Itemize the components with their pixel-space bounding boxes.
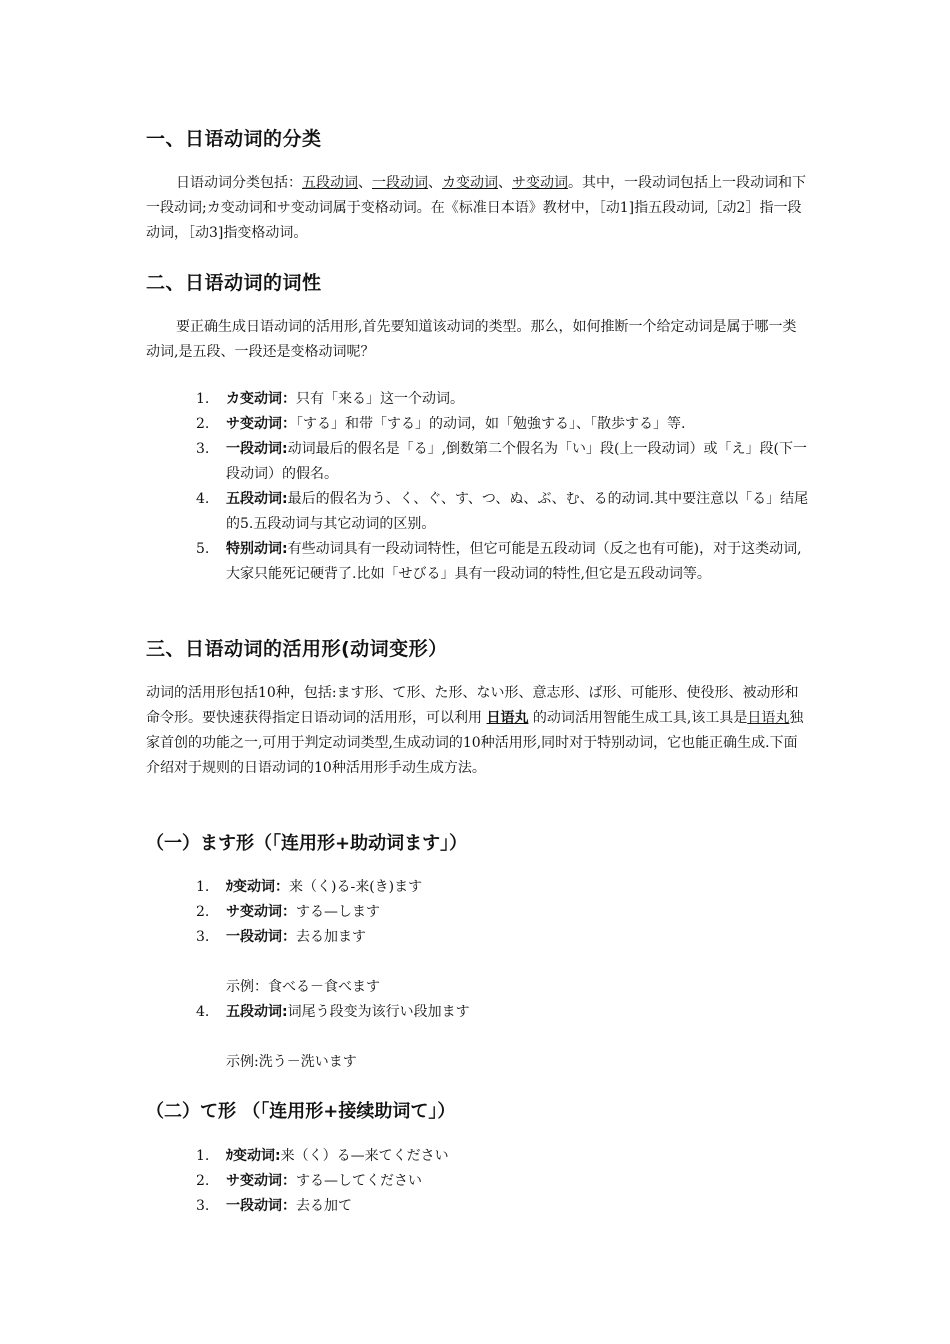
section-3-text-a: 动词的活用形包括10种，包括:ます形、て形、た形、ない形、意志形、ば形、可能形、使役形、被动形和命令形。要快速获得指定日语动词的活用形，可以利用 bbox=[146, 685, 799, 726]
list-item bbox=[146, 900, 810, 925]
list-number: 2. bbox=[196, 1173, 210, 1189]
list-item-label: 五段动词: bbox=[226, 491, 288, 507]
list-item-label: 一段动词: bbox=[226, 441, 288, 457]
list-number: 1. bbox=[196, 879, 210, 895]
list-item-text: 词尾う段变为该行い段加ます bbox=[287, 1004, 470, 1020]
list-number: 2. bbox=[196, 416, 210, 432]
list-number: 4. bbox=[196, 1004, 210, 1020]
list-item-label: ｶ变动词: bbox=[226, 1148, 281, 1164]
section-1-paragraph bbox=[146, 171, 808, 246]
subsection-te-heading: （二）て形 （「连用形+接续助词て」） bbox=[146, 1101, 456, 1122]
list-item-text: する—してください bbox=[296, 1173, 422, 1189]
link-godan-verb[interactable]: 五段动词 bbox=[302, 175, 358, 191]
list-number: 3. bbox=[196, 441, 210, 457]
list-item-label: 一段动词： bbox=[226, 929, 296, 945]
section-3-text-b: 的动词活用智能生成工具,该工具是 bbox=[528, 710, 748, 726]
link-ka-irregular-verb[interactable]: カ变动词 bbox=[442, 175, 498, 191]
section-1-heading: 一、日语动词的分类 bbox=[146, 128, 322, 150]
list-item bbox=[146, 875, 810, 900]
list-item-label: サ变动词： bbox=[226, 904, 296, 920]
list-item-text: 只有「来る」这一个动词。 bbox=[296, 391, 464, 407]
list-item-label: サ变动词： bbox=[226, 416, 296, 432]
link-sa-irregular-verb[interactable]: サ变动词 bbox=[512, 175, 568, 191]
list-item bbox=[146, 1194, 810, 1219]
list-item-label: ｶ变动词： bbox=[226, 879, 289, 895]
section-2-heading: 二、日语动词的词性 bbox=[146, 272, 322, 294]
separator: 、 bbox=[428, 175, 442, 191]
te-form-list bbox=[146, 1144, 810, 1219]
section-3-text-c: 独家首创的功能之一,可用于判定动词类型,生成动词的10种活用形,同时对于特别动词，它也能正确生成.下面介绍对于规则的日语动词的10种活用形手动生成方法。 bbox=[146, 710, 804, 776]
list-item-text: 动词最后的假名是「る」,倒数第二个假名为「い」段(上一段动词）或「え」段(下一段动词）的假名。 bbox=[226, 441, 807, 482]
link-riyuwan[interactable]: 日语丸 bbox=[747, 710, 790, 726]
list-item-text: 最后的假名为う、く、ぐ、す、つ、ぬ、ぶ、む、る的动词.其中要注意以「る」结尾的5.五段动词与其它动词的区别。 bbox=[226, 491, 809, 532]
list-item-label: カ变动词： bbox=[226, 391, 296, 407]
section-3-heading: 三、日语动词的活用形(动词变形） bbox=[146, 638, 448, 660]
list-item bbox=[146, 412, 810, 437]
verb-type-list bbox=[146, 387, 810, 587]
list-number: 2. bbox=[196, 904, 210, 920]
section-1-body: 。其中，一段动词包括上一段动词和下一段动词;カ变动词和サ变动词属于变格动词。在《标准日本语》教材中，［动1]指五段动词,［动2］指一段动词，［动3]指变格动词。 bbox=[146, 175, 806, 241]
list-item-text: 「する」和带「する」的动词，如「勉強する」、「散歩する」等. bbox=[296, 416, 686, 432]
list-item-label: 一段动词： bbox=[226, 1198, 296, 1214]
list-item bbox=[146, 925, 810, 950]
list-item-text: 来（く)る-来(き)ます bbox=[289, 879, 423, 895]
list-number: 4. bbox=[196, 491, 210, 507]
list-item-label: 五段动词: bbox=[226, 1004, 288, 1020]
list-item bbox=[146, 537, 810, 587]
example-ichidan: 示例：食べる－食べます bbox=[226, 979, 380, 995]
list-item-text: 去る加ます bbox=[296, 929, 366, 945]
example-godan: 示例:洗う－洗います bbox=[226, 1054, 357, 1070]
list-item-label: 特别动词: bbox=[226, 541, 288, 557]
separator: 、 bbox=[498, 175, 512, 191]
list-item-text: 去る加て bbox=[296, 1198, 352, 1214]
list-number: 1. bbox=[196, 391, 210, 407]
list-item bbox=[146, 487, 810, 537]
section-2-paragraph: 要正确生成日语动词的活用形,首先要知道该动词的类型。那么，如何推断一个给定动词是属于哪一类动词,是五段、一段还是变格动词呢？ bbox=[146, 319, 797, 360]
list-number: 5. bbox=[196, 541, 210, 557]
list-item-text: 有些动词具有一段动词特性，但它可能是五段动词（反之也有可能)，对于这类动词,大家只能死记硬背了.比如「せびる」具有一段动词的特性,但它是五段动词等。 bbox=[226, 541, 802, 582]
masu-form-list bbox=[146, 875, 810, 950]
masu-form-list-cont bbox=[146, 1000, 810, 1025]
subsection-masu-heading: （一）ます形（「连用形+助动词ます」） bbox=[146, 833, 468, 854]
list-item-text: する—します bbox=[296, 904, 380, 920]
separator: 、 bbox=[358, 175, 372, 191]
list-item-text: 来（く）る—来てください bbox=[280, 1148, 449, 1164]
list-item-label: サ变动词： bbox=[226, 1173, 296, 1189]
list-number: 1. bbox=[196, 1148, 210, 1164]
list-item bbox=[146, 1169, 810, 1194]
list-item bbox=[146, 437, 810, 487]
link-ichidan-verb[interactable]: 一段动词 bbox=[372, 175, 428, 191]
list-item bbox=[146, 387, 810, 412]
section-3-paragraph bbox=[146, 681, 808, 781]
list-number: 3. bbox=[196, 1198, 210, 1214]
list-item bbox=[146, 1000, 810, 1025]
link-riyuwan-bold[interactable]: 日语丸 bbox=[486, 710, 529, 726]
list-item bbox=[146, 1144, 810, 1169]
section-1-intro: 日语动词分类包括： bbox=[176, 175, 302, 191]
list-number: 3. bbox=[196, 929, 210, 945]
